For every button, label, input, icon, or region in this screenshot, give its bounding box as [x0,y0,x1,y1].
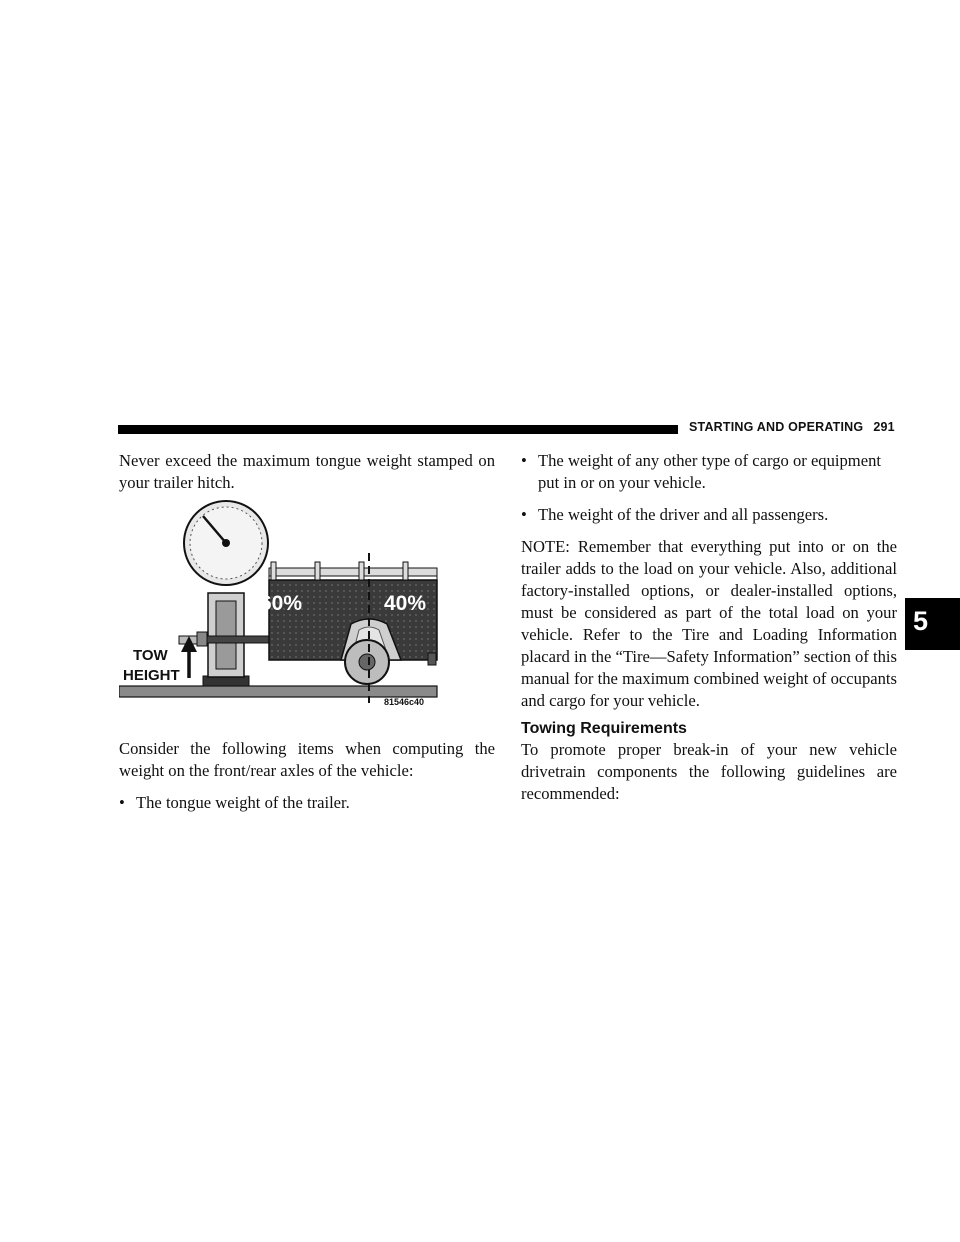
tow-label: TOW [133,647,168,664]
list-item [521,504,897,526]
note-label: NOTE: [521,537,570,556]
list-item-text: The weight of any other type of cargo or equipment put in or on your vehicle. [538,451,881,492]
list-item-text: The weight of the driver and all passengers. [538,505,829,524]
note-paragraph [521,536,897,712]
paragraph-tongue-weight: Never exceed the maximum tongue weight stamped on your trailer hitch. [119,451,495,492]
paragraph-towing: To promote proper break-in of your new vehicle drivetrain components the following guidelines are recommended: [521,740,897,803]
running-header [689,420,895,434]
right-column [521,450,897,805]
rear-percentage: 40% [384,592,427,615]
page-number: 291 [873,420,895,434]
height-label: HEIGHT [123,667,180,684]
chapter-tab [905,598,960,650]
section-title: STARTING AND OPERATING [689,420,864,434]
ground-strip [119,686,437,697]
tongue-weight-illustration [119,498,449,714]
section-heading: Towing Requirements [521,720,687,737]
chapter-number: 5 [913,606,929,636]
note-text: Remember that everything put into or on the trailer adds to the load on your vehicle. Also, additional factory-installed options, or dealer-installed options, must be considered as part of the total load on your vehicle. Refer to the Tire and Loading Information placard in the “Tire—Safety Information” section of this manual for the maximum combined weight of occupants and cargo for your vehicle. [521,537,897,710]
front-percentage: 60% [260,592,303,615]
paragraph-consider: Consider the following items when computing the weight on the front/rear axles of the vehicle: [119,739,495,780]
header-rule [118,425,678,434]
bullet-icon: • [521,505,527,524]
bullet-icon: • [119,793,125,812]
list-item-text: The tongue weight of the trailer. [136,793,350,812]
bullet-icon: • [521,451,527,470]
list-item [119,792,495,814]
figure-code: 81546c40 [384,697,425,707]
list-item [521,450,897,494]
